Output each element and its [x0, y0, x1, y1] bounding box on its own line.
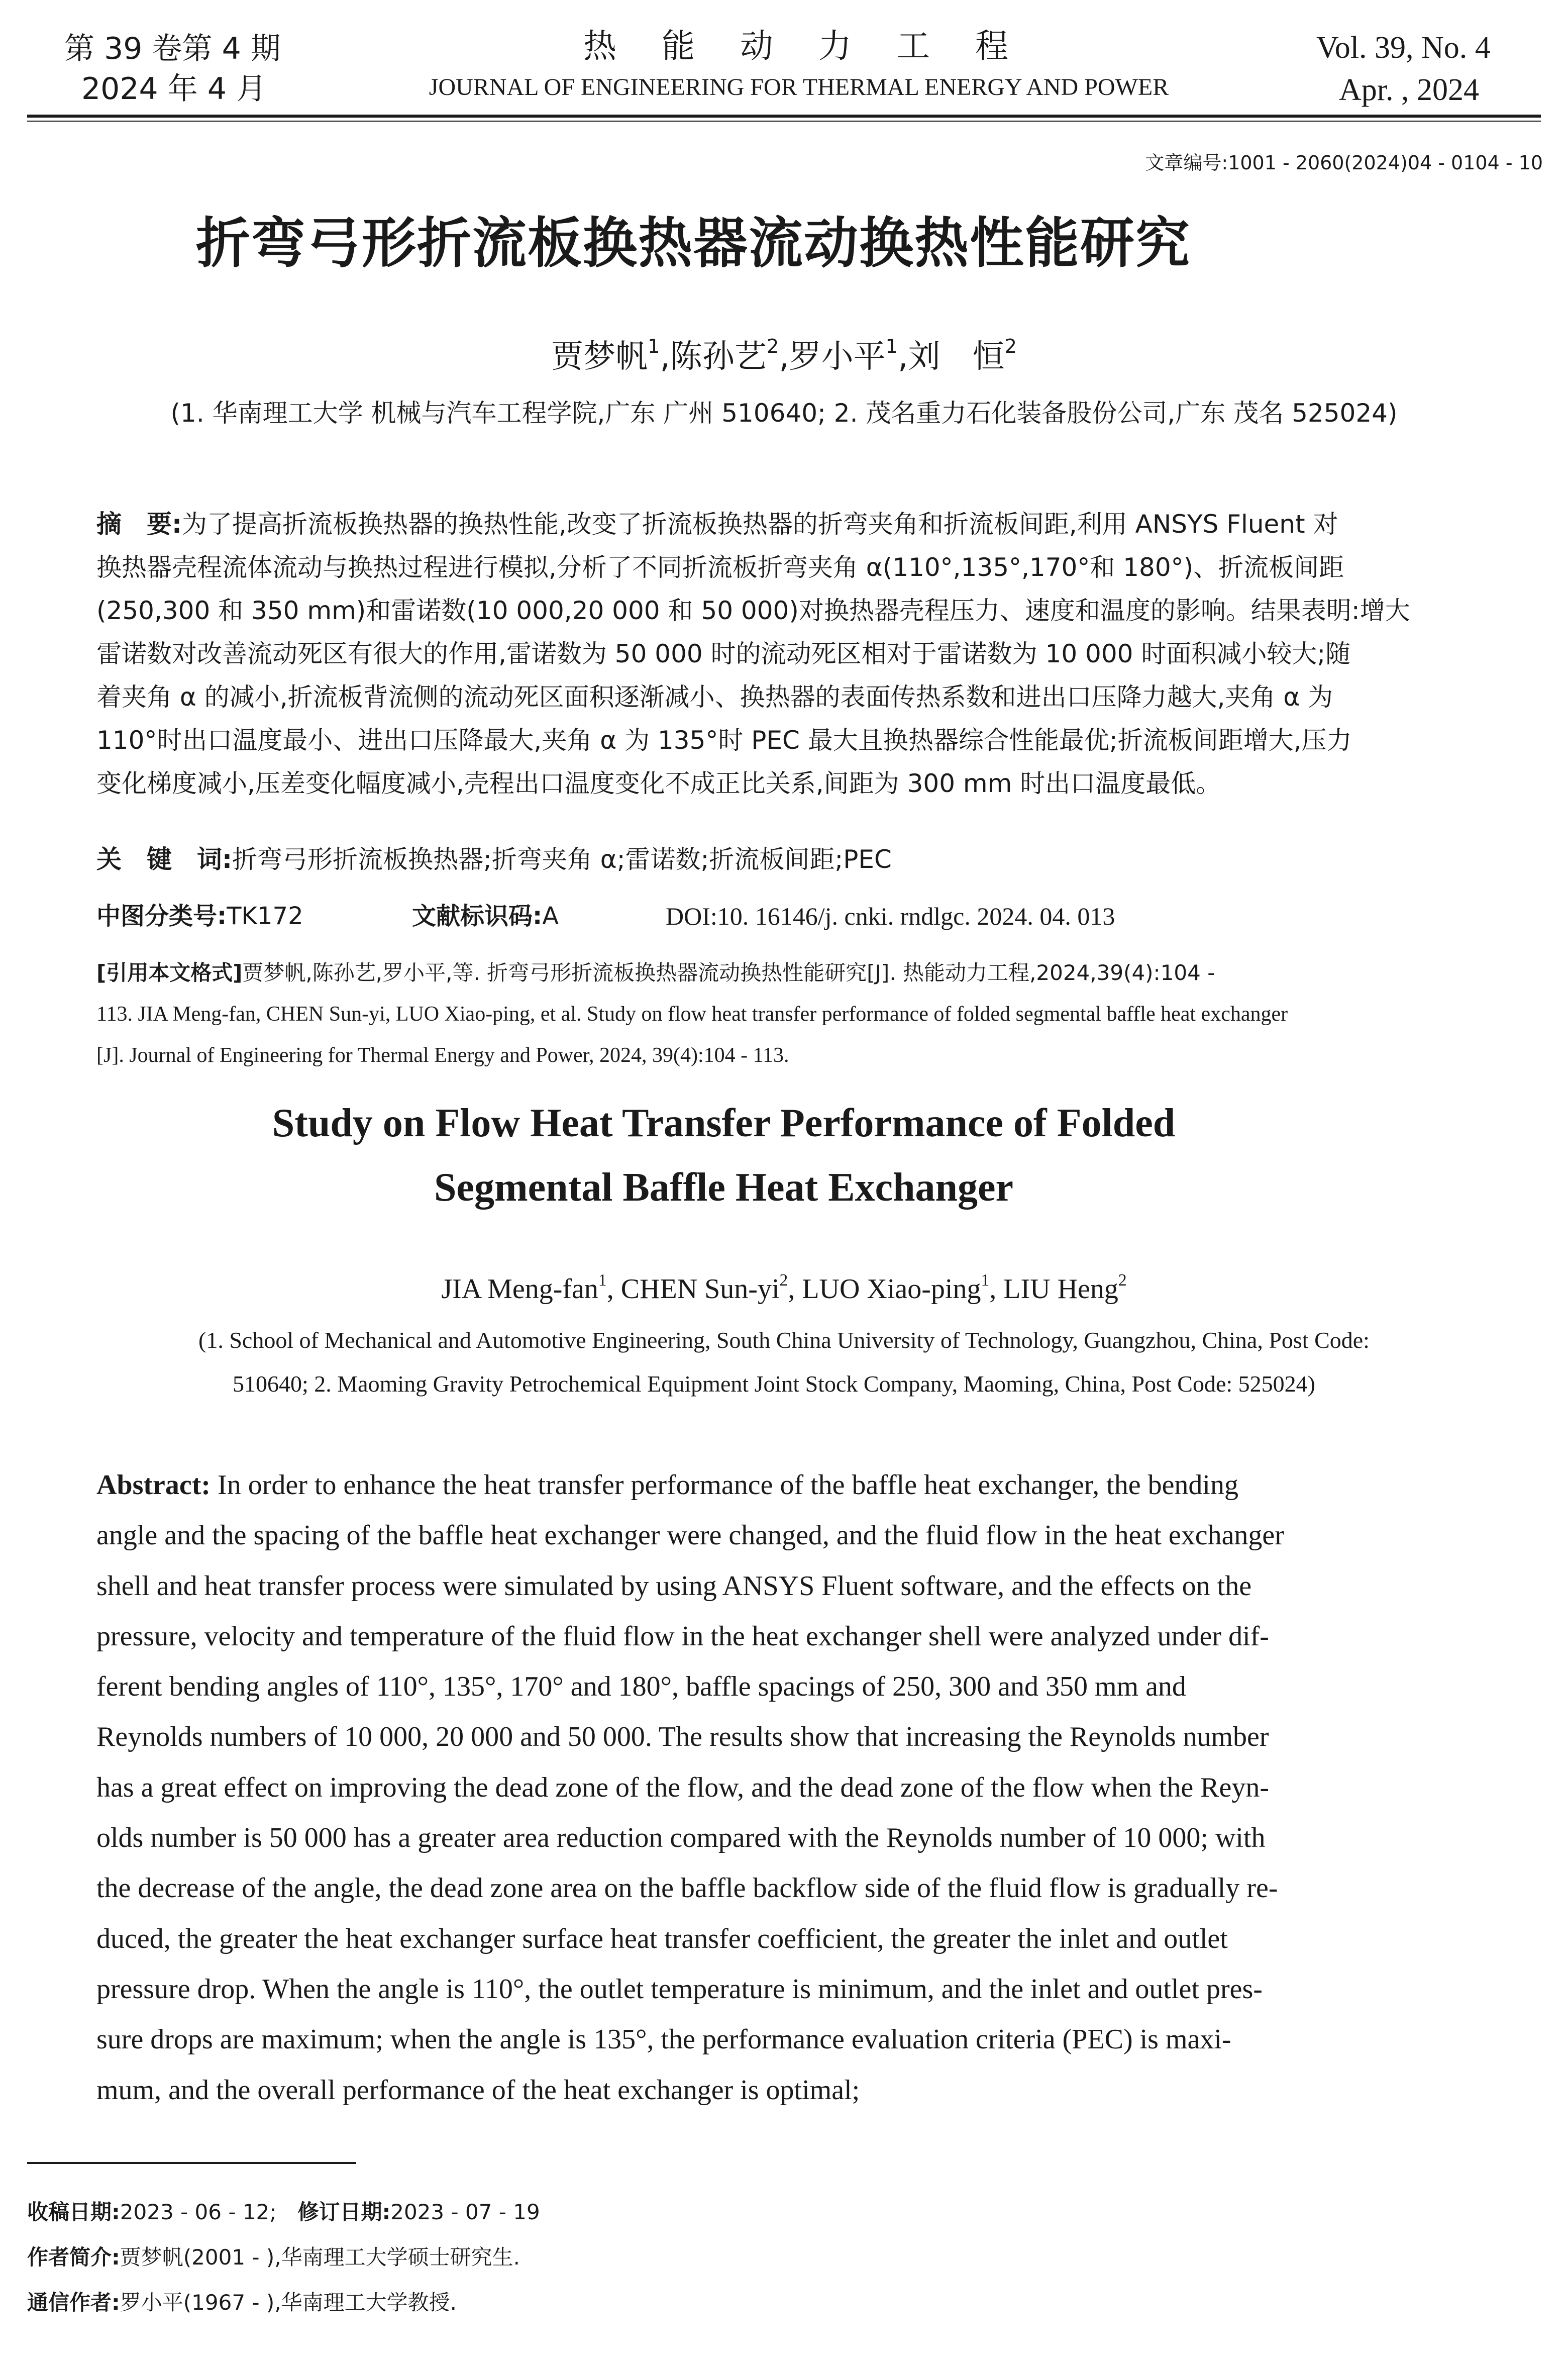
doc-code-label: 文献标识码: [412, 902, 543, 930]
abstract-cn-line: 换热器壳程流体流动与换热过程进行模拟,分析了不同折流板折弯夹角 α(110°,135°,170°和 180°)、折流板间距 [96, 553, 1344, 582]
footnote-rule [27, 2162, 356, 2164]
volume-issue-cn: 第 39 卷第 4 期 [64, 31, 281, 66]
abstract-en-line: mum, and the overall performance of the heat exchanger is optimal; [96, 2074, 860, 2106]
revised-date: 2023 - 07 - 19 [390, 2200, 540, 2224]
footnote-corresponding-author [27, 2288, 457, 2318]
abstract-en-line: pressure drop. When the angle is 110°, the outlet temperature is minimum, and the inlet and outlet pres- [96, 1973, 1263, 2005]
abstract-en-line: pressure, velocity and temperature of the fluid flow in the heat exchanger shell were analyzed under dif- [96, 1620, 1269, 1652]
doc-code-value: A [542, 902, 559, 930]
article-number: 文章编号:1001 - 2060(2024)04 - 0104 - 10 [1145, 152, 1543, 174]
classification-row [96, 897, 303, 935]
keywords-cn-text: 折弯弓形折流板换热器;折弯夹角 α;雷诺数;折流板间距;PEC [232, 845, 892, 874]
received-date: 2023 - 06 - 12; [120, 2200, 298, 2224]
doi: DOI:10. 16146/j. cnki. rndlgc. 2024. 04. 013 [666, 902, 1115, 930]
abstract-en-label: Abstract: [96, 1469, 211, 1501]
citation-label: [引用本文格式] [96, 960, 243, 985]
date-cn: 2024 年 4 月 [81, 71, 267, 107]
revised-date-label: 修订日期: [297, 2200, 391, 2224]
abstract-cn-line: 雷诺数对改善流动死区有很大的作用,雷诺数为 50 000 时的流动死区相对于雷诺数为 10 000 时面积减小较大;随 [96, 639, 1351, 668]
abstract-en-line: ferent bending angles of 110°, 135°, 170° and 180°, baffle spacings of 250, 300 and 350 mm and [96, 1671, 1186, 1703]
author-cn-4: 刘 恒$^2$ [908, 335, 1017, 375]
footnote-dates [27, 2197, 540, 2227]
authors-cn: 贾梦帆$^1$,陈孙艺$^2$,罗小平$^1$,刘 恒$^2$ [551, 335, 1017, 375]
abstract-cn-line: 为了提高折流板换热器的换热性能,改变了折流板换热器的折弯夹角和折流板间距,利用 ANSYS Fluent 对 [182, 510, 1338, 539]
abstract-cn-line: 着夹角 α 的减小,折流板背流侧的流动死区面积逐渐减小、换热器的表面传热系数和进出口压降力越大,夹角 α 为 [96, 682, 1333, 712]
affiliations-en-line-2: 510640; 2. Maoming Gravity Petrochemical Equipment Joint Stock Company, Maoming, China, Post Code: 525024) [233, 1371, 1315, 1397]
keywords-cn-label: 关 键 词: [96, 845, 232, 874]
corresponding-author-text: 罗小平(1967 - ),华南理工大学教授. [120, 2290, 457, 2315]
footnote-author-bio [27, 2242, 520, 2273]
abstract-cn [96, 503, 1473, 805]
abstract-en-line: duced, the greater the heat exchanger surface heat transfer coefficient, the greater the inlet and outlet [96, 1923, 1228, 1954]
author-en-3: LUO Xiao-ping$^1$ [802, 1270, 990, 1305]
clc-label: 中图分类号: [96, 902, 227, 930]
author-bio-text: 贾梦帆(2001 - ),华南理工大学硕士研究生. [120, 2245, 520, 2270]
title-en-line-2: Segmental Baffle Heat Exchanger [434, 1165, 1014, 1210]
author-cn-1: 贾梦帆$^1$ [551, 335, 660, 375]
abstract-en-line: the decrease of the angle, the dead zone area on the baffle backflow side of the fluid flow is gradually re- [96, 1873, 1278, 1904]
affiliations-cn: (1. 华南理工大学 机械与汽车工程学院,广东 广州 510640; 2. 茂名重力石化装备股份公司,广东 茂名 525024) [170, 399, 1398, 428]
abstract-cn-line: (250,300 和 350 mm)和雷诺数(10 000,20 000 和 50 000)对换热器壳程压力、速度和温度的影响。结果表明:增大 [96, 596, 1410, 625]
document-code [412, 897, 559, 935]
abstract-cn-line: 变化梯度减小,压差变化幅度减小,壳程出口温度变化不成正比关系,间距为 300 mm 时出口温度最低。 [96, 769, 1221, 798]
abstract-cn-line: 110°时出口温度最小、进出口压降最大,夹角 α 为 135°时 PEC 最大且换热器综合性能最优;折流板间距增大,压力 [96, 726, 1352, 755]
volume-issue-en: Vol. 39, No. 4 [1316, 31, 1491, 65]
keywords-cn [96, 839, 892, 879]
header-rule-thick [27, 115, 1541, 118]
author-en-2: CHEN Sun-$yi^2$ [620, 1270, 788, 1305]
author-en-4: LIU Heng$^2$ [1003, 1270, 1127, 1305]
author-bio-label: 作者简介: [27, 2245, 120, 2270]
journal-title-cn: 热 能 动 力 工 程 [583, 27, 1014, 65]
citation [96, 952, 1473, 1076]
journal-title-en: JOURNAL OF ENGINEERING FOR THERMAL ENERGY AND POWER [429, 74, 1169, 101]
citation-line: [J]. Journal of Engineering for Thermal Energy and Power, 2024, 39(4):104 - 113. [96, 1044, 789, 1067]
citation-line: 113. JIA Meng-fan, CHEN Sun-yi, LUO Xiao-ping, et al. Study on flow heat transfer performance of folded segmental baffle heat exchanger [96, 1003, 1288, 1026]
affiliations-en-line-1: (1. School of Mechanical and Automotive Engineering, South China University of Technology, Guangzhou, China, Post Code: [198, 1327, 1370, 1353]
author-cn-3: 罗小平$^1$ [789, 335, 898, 375]
abstract-en-line: angle and the spacing of the baffle heat exchanger were changed, and the fluid flow in the heat exchanger [96, 1520, 1284, 1551]
abstract-en-line: Reynolds numbers of 10 000, 20 000 and 50 000. The results show that increasing the Reynolds number [96, 1721, 1269, 1753]
clc-value: TK172 [227, 902, 303, 930]
title-cn: 折弯弓形折流板换热器流动换热性能研究 [195, 212, 1191, 275]
abstract-en [96, 1460, 1473, 2115]
abstract-en-line: has a great effect on improving the dead zone of the flow, and the dead zone of the flow when the Reyn- [96, 1772, 1270, 1803]
header-rule-thin [27, 121, 1541, 122]
authors-en: JIA Meng-fan$^1$, CHEN Sun-$yi^2$, LUO Xiao-ping$^1$, LIU Heng$^2$ [441, 1270, 1127, 1305]
abstract-en-line: sure drops are maximum; when the angle is 135°, the performance evaluation criteria (PEC) is maxi- [96, 2024, 1231, 2055]
abstract-cn-label: 摘 要: [96, 510, 182, 539]
author-cn-2: 陈孙艺$^2$ [670, 335, 779, 375]
date-en: Apr. , 2024 [1339, 73, 1479, 107]
abstract-en-line: In order to enhance the heat transfer performance of the baffle heat exchanger, the bending [218, 1469, 1238, 1501]
author-en-1: JIA Meng-fan$^1$ [441, 1270, 607, 1305]
abstract-en-line: shell and heat transfer process were simulated by using ANSYS Fluent software, and the effects on the [96, 1570, 1252, 1602]
title-en-line-1: Study on Flow Heat Transfer Performance of Folded [272, 1101, 1176, 1145]
corresponding-author-label: 通信作者: [27, 2290, 120, 2315]
received-date-label: 收稿日期: [27, 2200, 120, 2224]
citation-line: 贾梦帆,陈孙艺,罗小平,等. 折弯弓形折流板换热器流动换热性能研究[J]. 热能动力工程,2024,39(4):104 - [242, 960, 1215, 985]
abstract-en-line: olds number is 50 000 has a greater area reduction compared with the Reynolds number of 10 000; with [96, 1822, 1266, 1854]
